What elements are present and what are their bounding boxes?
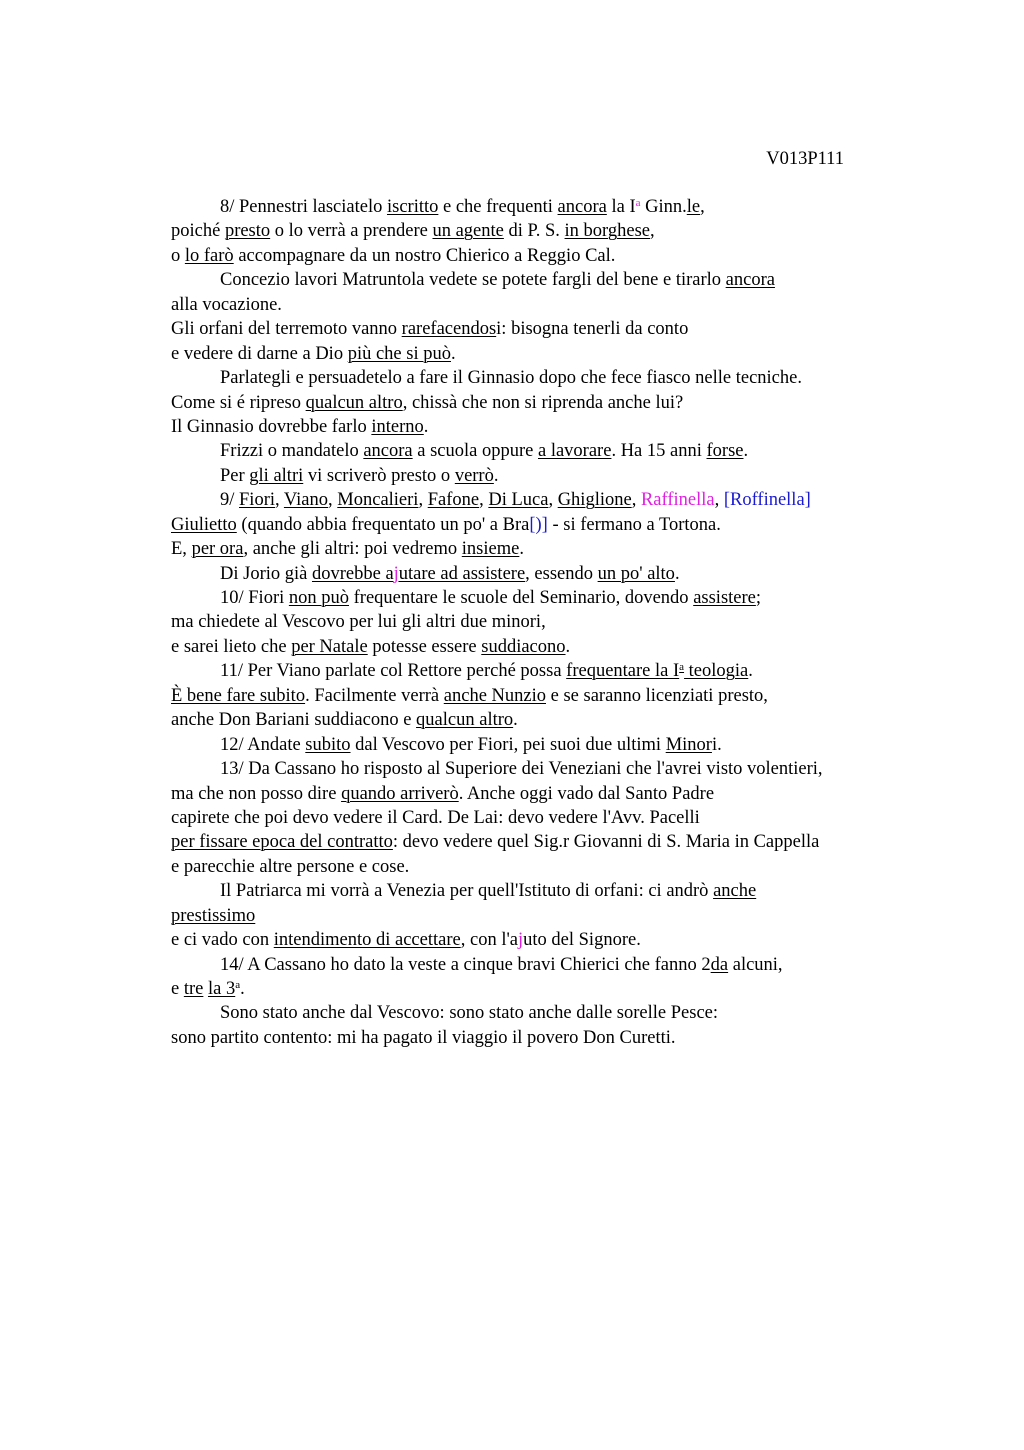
text-segment: sono partito contento: mi ha pagato il viaggio il povero Don Curetti. (171, 1027, 676, 1048)
text-line (171, 610, 931, 634)
text-segment: . Facilmente verrà (305, 685, 444, 706)
text-segment: o (171, 245, 185, 266)
text-line (171, 464, 931, 488)
text-segment: uto del Signore. (523, 930, 641, 951)
underlined-text: lo farò (184, 245, 234, 266)
text-line (171, 928, 931, 952)
text-segment: 12/ Andate (220, 734, 306, 755)
underlined-text: ancora (725, 270, 775, 291)
text-line (171, 366, 931, 390)
blue-bracket-text: [Roffinella] (723, 490, 811, 511)
underlined-text: Moncalieri (337, 490, 419, 511)
text-segment: ; (755, 588, 762, 608)
underlined-text: in borghese (564, 221, 651, 242)
text-segment: Come si é ripreso (171, 392, 306, 413)
text-segment: . (565, 636, 571, 657)
text-segment: , (275, 490, 284, 511)
underlined-text: Giulietto (171, 514, 237, 535)
text-line (171, 1001, 931, 1025)
text-segment: potesse essere (367, 636, 482, 657)
underlined-text: iscritto (386, 197, 439, 217)
text-line (171, 415, 931, 439)
underlined-text: rarefacendos (401, 319, 497, 340)
text-segment: alla vocazione. (171, 294, 282, 315)
underlined-text: Fiori (239, 490, 275, 511)
text-segment: e parecchie altre persone e cose. (171, 856, 410, 877)
underlined-text: da (710, 954, 729, 975)
text-segment: la I (606, 197, 636, 217)
underlined-text: qualcun altro (416, 710, 514, 731)
underlined-text: per ora (191, 539, 244, 560)
text-segment: , con l'a (460, 930, 519, 951)
underlined-text: Di Luca (488, 490, 549, 511)
text-line (171, 953, 931, 977)
underlined-text: interno (371, 416, 424, 437)
underlined-text: È bene fare subito (171, 685, 306, 706)
underlined-text: Viano (283, 490, 329, 511)
underlined-text: presto (224, 221, 271, 242)
text-line (171, 806, 931, 830)
magenta-text: a (635, 197, 641, 209)
text-segment: . (423, 416, 429, 437)
text-line (171, 879, 931, 903)
underlined-text: utare ad assistere (398, 563, 526, 584)
text-segment: capirete che poi devo vedere il Card. De Lai: devo vedere l'Avv. Pacelli (171, 807, 700, 828)
text-segment: e ci vado con (171, 930, 274, 951)
text-segment: 8/ Pennestri lasciatelo (220, 197, 387, 217)
underlined-text: Ghiglione (557, 490, 632, 511)
underlined-text: qualcun altro (305, 392, 403, 413)
text-segment: Sono stato anche dal Vescovo: sono stato anche dalle sorelle Pesce: (220, 1003, 719, 1024)
underlined-text: non può (288, 588, 349, 608)
underlined-text: frequentare la I (566, 661, 680, 682)
text-segment: alcuni, (728, 954, 783, 975)
text-line (171, 195, 931, 219)
text-segment: e vedere di darne a Dio (171, 343, 348, 364)
text-line (171, 757, 931, 781)
text-line (171, 537, 931, 561)
text-line (171, 830, 931, 854)
text-segment: i: bisogna tenerli da conto (496, 319, 689, 340)
text-segment: dal Vescovo per Fiori, pei suoi due ultimi (350, 734, 666, 755)
magenta-text: Raffinella (640, 490, 715, 511)
text-segment: 11/ Per Viano parlate col Rettore perché possa (220, 661, 567, 682)
text-segment: , anche gli altri: poi vedremo (243, 539, 462, 560)
text-line (171, 439, 931, 463)
text-segment: , (700, 197, 705, 217)
underlined-text: intendimento di accettare (273, 930, 461, 951)
underlined-text: insieme (461, 539, 520, 560)
text-segment: , (479, 490, 489, 511)
text-segment: e (171, 979, 184, 999)
text-segment: Il Patriarca mi vorrà a Venezia per quell'Istituto di orfani: ci andrò (220, 881, 714, 902)
text-line (171, 659, 931, 683)
text-line (171, 904, 931, 928)
text-line (171, 586, 931, 610)
underlined-text: un po' alto (597, 563, 675, 584)
text-line (171, 342, 931, 366)
text-line (171, 293, 931, 317)
text-segment: ma chiedete al Vescovo per lui gli altri due minori, (171, 612, 546, 633)
underlined-text: j (393, 563, 399, 584)
text-line (171, 268, 931, 292)
text-line (171, 513, 931, 537)
text-segment: ma che non posso dire (171, 783, 342, 804)
magenta-text: j (518, 930, 524, 951)
text-line (171, 562, 931, 586)
text-segment: 14/ A Cassano ho dato la veste a cinque bravi Chierici che fanno 2 (220, 954, 711, 975)
underlined-text: forse (706, 441, 744, 462)
underlined-text: le (686, 197, 701, 217)
text-line (171, 488, 931, 512)
underlined-text: prestissimo (171, 905, 256, 926)
underlined-text: un agente (432, 221, 504, 242)
text-segment: . (674, 563, 680, 584)
letter-body (171, 195, 931, 1050)
text-segment: . (450, 343, 456, 364)
text-segment: . Ha 15 anni (611, 441, 707, 462)
text-segment: Gli orfani del terremoto vanno (171, 319, 402, 340)
text-segment: Ginn. (640, 197, 687, 217)
text-segment: E, (171, 539, 192, 560)
underlined-text: anche (713, 881, 757, 902)
text-segment: e se saranno licenziati presto, (546, 685, 768, 706)
text-segment: 13/ Da Cassano ho risposto al Superiore dei Veneziani che l'avrei visto volentieri, (220, 759, 823, 780)
text-segment: : devo vedere quel Sig.r Giovanni di S. Maria in Cappella (392, 832, 820, 853)
text-line (171, 1026, 931, 1050)
text-segment: di P. S. (503, 221, 565, 242)
text-segment: Parlategli e persuadetelo a fare il Ginnasio dopo che fece fiasco nelle tecniche. (220, 368, 802, 389)
text-segment: Frizzi o mandatelo (220, 441, 364, 462)
text-segment: 9/ (220, 490, 240, 511)
text-segment: , essendo (525, 563, 598, 584)
text-line (171, 684, 931, 708)
blue-bracket-text: [)] (529, 514, 548, 535)
underlined-text: a lavorare (538, 441, 612, 462)
text-segment: Per (220, 465, 250, 486)
text-segment: . (493, 465, 499, 486)
text-segment: Concezio lavori Matruntola vedete se potete fargli del bene e tirarlo (220, 270, 726, 291)
text-segment: , (714, 490, 724, 511)
text-line (171, 782, 931, 806)
text-segment: , (631, 490, 641, 511)
text-segment: , (328, 490, 338, 511)
text-segment: o lo verrà a prendere (270, 221, 433, 242)
text-line (171, 391, 931, 415)
underlined-text: Fafone (427, 490, 480, 511)
text-segment: . (743, 441, 749, 462)
text-segment: . (240, 979, 245, 999)
underlined-text: Minor (665, 734, 712, 755)
text-segment: frequentare le scuole del Seminario, dovendo (349, 588, 694, 608)
text-segment: , (418, 490, 428, 511)
text-segment: accompagnare da un nostro Chierico a Reggio Cal. (233, 245, 616, 266)
underlined-text: per Natale (291, 636, 368, 657)
underlined-text: a (679, 661, 685, 674)
text-segment: Il Ginnasio dovrebbe farlo (171, 416, 372, 437)
text-segment: . Anche oggi vado dal Santo Padre (458, 783, 715, 804)
page-identifier: V013P111 (766, 149, 844, 169)
underlined-text: gli altri (249, 465, 304, 486)
underlined-text: tre (183, 979, 204, 999)
underlined-text: teologia (684, 661, 749, 682)
text-segment: , chissà che non si riprenda anche lui? (402, 392, 684, 413)
underlined-text: più che si può (347, 343, 451, 364)
underlined-text: anche Nunzio (443, 685, 546, 706)
underlined-text: ancora (363, 441, 413, 462)
text-line (171, 977, 931, 1001)
text-segment: , (548, 490, 558, 511)
text-line (171, 733, 931, 757)
text-line (171, 219, 931, 243)
underlined-text: ancora (557, 197, 607, 217)
text-segment: a scuola oppure (412, 441, 538, 462)
text-segment: poiché (171, 221, 225, 242)
underlined-text: la 3 (207, 979, 236, 999)
text-segment: (quando abbia frequentato un po' a Bra (236, 514, 530, 535)
underlined-text: dovrebbe a (311, 563, 394, 584)
text-segment: 10/ Fiori (220, 588, 289, 608)
text-segment: . (513, 710, 518, 731)
text-segment: - si fermano a Tortona. (547, 514, 721, 535)
text-segment: i. (711, 734, 722, 755)
text-line (171, 855, 931, 879)
text-line (171, 244, 931, 268)
underlined-text: quando arriverò (341, 783, 459, 804)
underlined-text: suddiacono (481, 636, 566, 657)
text-line (171, 635, 931, 659)
text-segment: e sarei lieto che (171, 636, 292, 657)
text-line (171, 708, 931, 732)
underlined-text: per fissare epoca del contratto (171, 832, 393, 853)
text-line (171, 317, 931, 341)
text-segment: anche Don Bariani suddiacono e (171, 710, 417, 731)
text-segment: vi scriverò presto o (303, 465, 455, 486)
text-segment: . (748, 661, 753, 682)
text-segment: , (650, 221, 655, 242)
text-segment: Di Jorio già (220, 563, 312, 584)
superscript-text: a (235, 979, 241, 991)
underlined-text: verrò (454, 465, 494, 486)
underlined-text: subito (305, 734, 351, 755)
underlined-text: assistere (693, 588, 756, 608)
text-segment: e che frequenti (438, 197, 558, 217)
text-segment: . (519, 539, 524, 560)
